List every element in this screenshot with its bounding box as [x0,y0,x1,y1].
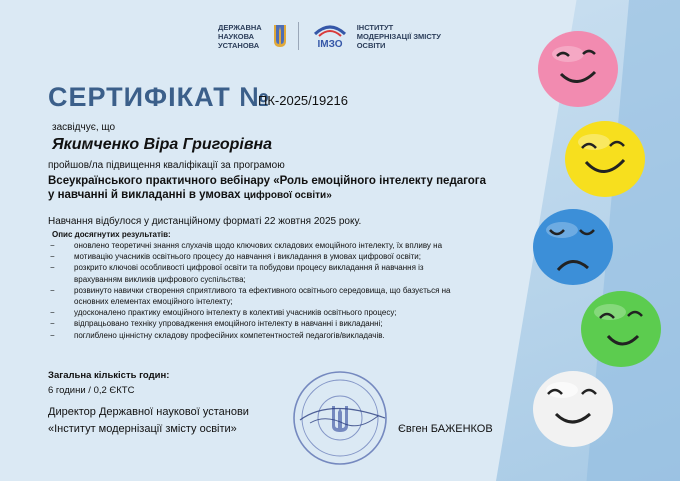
list-item: − оновлено теоретичні знання слухачів щодо ключових складових емоційного інтелекту, їх впливу на [50,241,443,250]
list-item: врахуванням викликів цифрового суспільства; [74,274,246,284]
list-item: − розвинуто навички створення сприятливого та ефективного освітнього середовища, що базується на [50,285,451,295]
list-item: − відпрацьовано техніку упровадження емоційного інтелекту в навчанні і викладанні; [50,319,383,329]
list-dash: − [50,252,55,262]
results-list [48,240,518,341]
org-name-left: ДЕРЖАВНА НАУКОВА УСТАНОВА [218,22,262,50]
director-title-line1: Директор Державної наукової установи [48,406,249,418]
program-title: Всеукраїнського практичного вебінару «Роль емоційного інтелекту педагога у навчанні й викладанні в умовах цифрової освіти» [48,175,486,201]
certifies-text: засвідчує, що [52,122,116,133]
imzo-abbr: ІМЗО [317,39,343,50]
list-dash: − [50,319,55,329]
official-seal [290,368,390,468]
smiley-happy-white [530,368,616,450]
signer-name: Євген БАЖЕНКОВ [398,423,493,435]
imzo-logo [309,22,441,50]
hours-title: Загальна кількість годин: [48,370,170,381]
smiley-happy-pink [535,28,621,110]
completed-text: пройшов/ла підвищення кваліфікації за програмою [48,160,285,171]
list-item: − розкрито ключові особливості цифрової освіти та побудови процесу викладання й навчання із [50,263,424,273]
list-item: − поглиблено цінністну складову професійних компетентностей педагогів/викладачів. [50,330,385,340]
hours-value: 6 години / 0,2 ЄКТС [48,385,135,396]
list-item: − мотивацію учасників освітнього процесу до навчання і викладання в умовах цифрової освіти; [50,252,421,262]
header-logos [218,22,441,50]
list-item: − удосконалено практику емоційного інтелекту в колективі учасників освітнього процесу; [50,308,397,318]
list-dash: − [50,285,55,295]
certificate-title: СЕРТИФІКАТ № [48,82,271,112]
list-item: основних елементах емоційного інтелекту; [74,297,233,307]
list-dash: − [50,308,55,318]
list-dash: − [50,241,55,250]
logo-divider [298,22,299,50]
smiley-happy-green [578,288,664,370]
org-name-right: ІНСТИТУТ МОДЕРНІЗАЦІЇ ЗМІСТУ ОСВІТИ [356,22,441,50]
list-dash: − [50,330,55,340]
recipient-name: Якимченко Віра Григорівна [52,136,273,153]
imzo-logo-mark [309,22,351,50]
training-info: Навчання відбулося у дистанційному форматі 22 жовтня 2025 року. [48,216,362,227]
results-title: Опис досягнутих результатів: [52,230,171,239]
smiley-happy-yellow [562,118,648,200]
certificate-number: ПК-2025/19216 [258,93,348,108]
smiley-sad-blue [530,206,616,288]
director-title-line2: «Інститут модернізації змісту освіти» [48,423,237,435]
list-dash: − [50,263,55,273]
trident-icon [272,23,288,49]
